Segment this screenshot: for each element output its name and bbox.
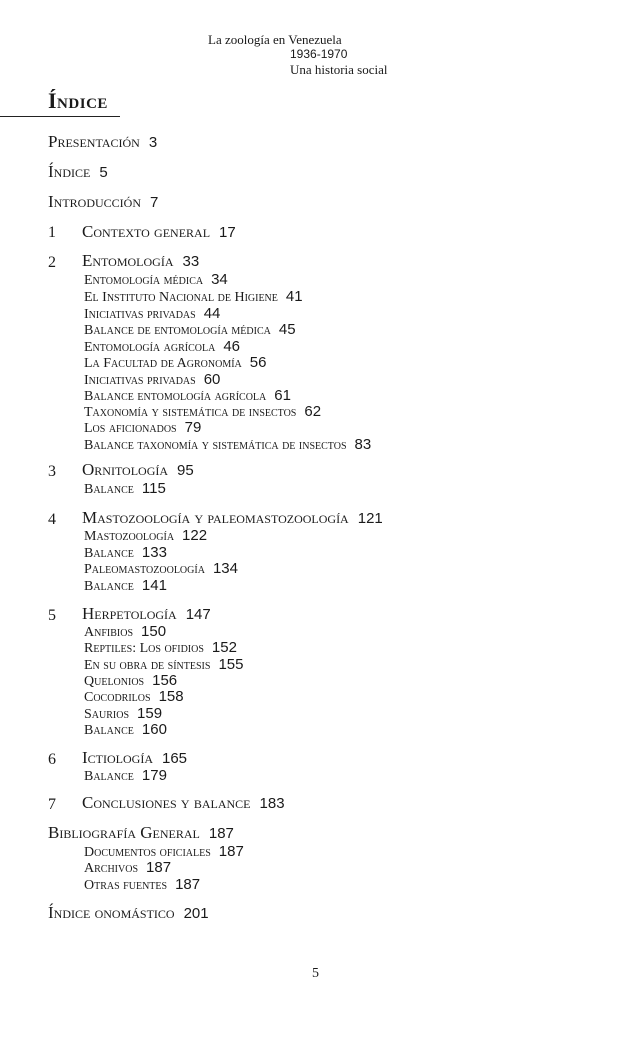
toc-chapter-5 bbox=[82, 604, 211, 624]
entry-page: 133 bbox=[141, 544, 167, 561]
entry-label: Índice onomástico bbox=[48, 903, 175, 922]
entry-page: 150 bbox=[141, 623, 167, 640]
toc-subentry bbox=[84, 624, 166, 641]
toc-entry-onomastico bbox=[48, 903, 209, 923]
entry-label: Paleomastozoología bbox=[84, 562, 205, 577]
entry-page: 121 bbox=[357, 510, 383, 527]
entry-page: 60 bbox=[203, 371, 221, 388]
toc-subentry bbox=[84, 339, 240, 356]
entry-label: Contexto general bbox=[82, 222, 211, 241]
toc-subentry bbox=[84, 322, 296, 339]
entry-page: 158 bbox=[158, 688, 184, 705]
entry-page: 45 bbox=[278, 321, 296, 338]
toc-subentry bbox=[84, 768, 167, 785]
book-subtitle: Una historia social bbox=[290, 62, 388, 77]
entry-label: Mastozoología y paleomastozoología bbox=[82, 508, 349, 527]
entry-page: 165 bbox=[161, 750, 188, 767]
toc-chapter-1 bbox=[82, 222, 236, 242]
entry-page: 122 bbox=[182, 527, 208, 544]
entry-label: Balance bbox=[84, 723, 134, 738]
toc-subentry bbox=[84, 355, 266, 372]
entry-page: 17 bbox=[219, 224, 236, 241]
entry-page: 46 bbox=[223, 338, 240, 355]
toc-subentry bbox=[84, 561, 238, 578]
toc-chapter-4 bbox=[82, 508, 383, 528]
toc-subentry bbox=[84, 689, 184, 706]
toc-subentry bbox=[84, 545, 167, 562]
page-title: Índice bbox=[48, 88, 108, 113]
entry-page: 187 bbox=[146, 859, 172, 876]
toc-entry-presentacion bbox=[48, 132, 157, 152]
entry-page: 179 bbox=[141, 767, 167, 784]
entry-page: 115 bbox=[141, 480, 166, 497]
entry-label: Balance bbox=[84, 769, 134, 784]
entry-label: Saurios bbox=[84, 707, 130, 722]
entry-page: 187 bbox=[218, 843, 244, 860]
toc-subentry bbox=[84, 306, 220, 323]
entry-page: 3 bbox=[148, 134, 158, 151]
entry-page: 147 bbox=[185, 606, 211, 623]
entry-page: 141 bbox=[141, 577, 167, 594]
toc-subentry bbox=[84, 722, 167, 739]
entry-page: 152 bbox=[211, 639, 237, 656]
entry-page: 183 bbox=[259, 795, 285, 812]
book-years: 1936-1970 bbox=[290, 47, 348, 61]
entry-label: Iniciativas privadas bbox=[84, 373, 196, 388]
toc-entry-introduccion bbox=[48, 192, 158, 212]
toc-subentry bbox=[84, 877, 200, 894]
entry-page: 83 bbox=[354, 436, 372, 453]
entry-page: 79 bbox=[184, 419, 202, 436]
toc-chapter-3 bbox=[82, 460, 194, 480]
toc-chapter-6 bbox=[82, 748, 187, 768]
entry-label: Archivos bbox=[84, 861, 139, 876]
entry-page: 56 bbox=[249, 354, 267, 371]
toc-subentry bbox=[84, 860, 171, 877]
entry-page: 7 bbox=[150, 194, 159, 211]
entry-label: Bibliografía General bbox=[48, 823, 200, 842]
entry-page: 187 bbox=[175, 876, 201, 893]
chapter-number: 3 bbox=[48, 463, 56, 480]
toc-subentry bbox=[84, 372, 220, 389]
entry-page: 34 bbox=[211, 271, 228, 288]
entry-label: Balance bbox=[84, 482, 134, 497]
entry-page: 62 bbox=[304, 403, 322, 420]
chapter-number: 6 bbox=[48, 751, 56, 768]
entry-page: 5 bbox=[99, 164, 108, 181]
entry-label: Balance bbox=[84, 579, 134, 594]
entry-label: Taxonomía y sistemática de insectos bbox=[84, 405, 297, 420]
entry-page: 201 bbox=[183, 905, 209, 922]
entry-label: Entomología bbox=[82, 251, 174, 270]
entry-label: Índice bbox=[48, 162, 91, 181]
entry-page: 160 bbox=[141, 721, 167, 738]
entry-label: Mastozoología bbox=[84, 529, 175, 544]
chapter-number: 2 bbox=[48, 254, 56, 271]
chapter-number: 4 bbox=[48, 511, 56, 528]
toc-subentry bbox=[84, 578, 167, 595]
toc-subentry bbox=[84, 437, 371, 454]
entry-page: 33 bbox=[182, 253, 200, 270]
entry-label: Quelonios bbox=[84, 674, 145, 689]
toc-subentry bbox=[84, 272, 228, 289]
toc-subentry bbox=[84, 420, 201, 437]
entry-label: Entomología agrícola bbox=[84, 340, 216, 355]
toc-subentry bbox=[84, 528, 207, 545]
entry-label: Documentos oficiales bbox=[84, 845, 211, 860]
toc-subentry bbox=[84, 289, 303, 306]
entry-label: Anfibios bbox=[84, 625, 134, 640]
title-underline bbox=[0, 116, 120, 117]
entry-label: Cocodrilos bbox=[84, 690, 151, 705]
entry-label: Introducción bbox=[48, 192, 141, 211]
entry-label: Presentación bbox=[48, 132, 140, 151]
entry-label: Ictiología bbox=[82, 748, 153, 767]
chapter-number: 7 bbox=[48, 796, 56, 813]
toc-chapter-2 bbox=[82, 251, 199, 271]
book-title: La zoología en Venezuela bbox=[208, 32, 342, 47]
entry-page: 156 bbox=[152, 672, 178, 689]
entry-page: 187 bbox=[208, 825, 234, 842]
entry-label: Otras fuentes bbox=[84, 878, 168, 893]
entry-label: Conclusiones y balance bbox=[82, 793, 251, 812]
entry-page: 159 bbox=[137, 705, 163, 722]
entry-label: Los aficionados bbox=[84, 421, 177, 436]
entry-label: Ornitología bbox=[82, 460, 169, 479]
toc-subentry bbox=[84, 404, 321, 421]
entry-page: 155 bbox=[218, 656, 244, 673]
entry-label: En su obra de síntesis bbox=[84, 658, 211, 673]
entry-label: Entomología médica bbox=[84, 273, 204, 288]
toc-chapter-7 bbox=[82, 793, 285, 813]
chapter-number: 1 bbox=[48, 224, 56, 241]
entry-label: Reptiles: Los ofidios bbox=[84, 641, 204, 656]
entry-label: Balance bbox=[84, 546, 134, 561]
entry-page: 134 bbox=[212, 560, 238, 577]
toc-subentry bbox=[84, 388, 291, 405]
entry-label: Iniciativas privadas bbox=[84, 307, 196, 322]
entry-label: La Facultad de Agronomía bbox=[84, 356, 242, 371]
entry-label: Herpetología bbox=[82, 604, 177, 623]
entry-label: Balance taxonomía y sistemática de insectos bbox=[84, 438, 347, 453]
entry-page: 41 bbox=[285, 288, 303, 305]
entry-page: 44 bbox=[203, 305, 221, 322]
toc-entry-bibliografia bbox=[48, 823, 234, 843]
entry-page: 61 bbox=[274, 387, 291, 404]
entry-page: 95 bbox=[177, 462, 194, 479]
toc-subentry bbox=[84, 640, 237, 657]
toc-subentry bbox=[84, 481, 166, 498]
chapter-number: 5 bbox=[48, 607, 56, 624]
entry-label: Balance de entomología médica bbox=[84, 323, 271, 338]
toc-entry-indice bbox=[48, 162, 108, 182]
page-number: 5 bbox=[312, 966, 319, 981]
entry-label: Balance entomología agrícola bbox=[84, 389, 267, 404]
entry-label: El Instituto Nacional de Higiene bbox=[84, 290, 278, 305]
